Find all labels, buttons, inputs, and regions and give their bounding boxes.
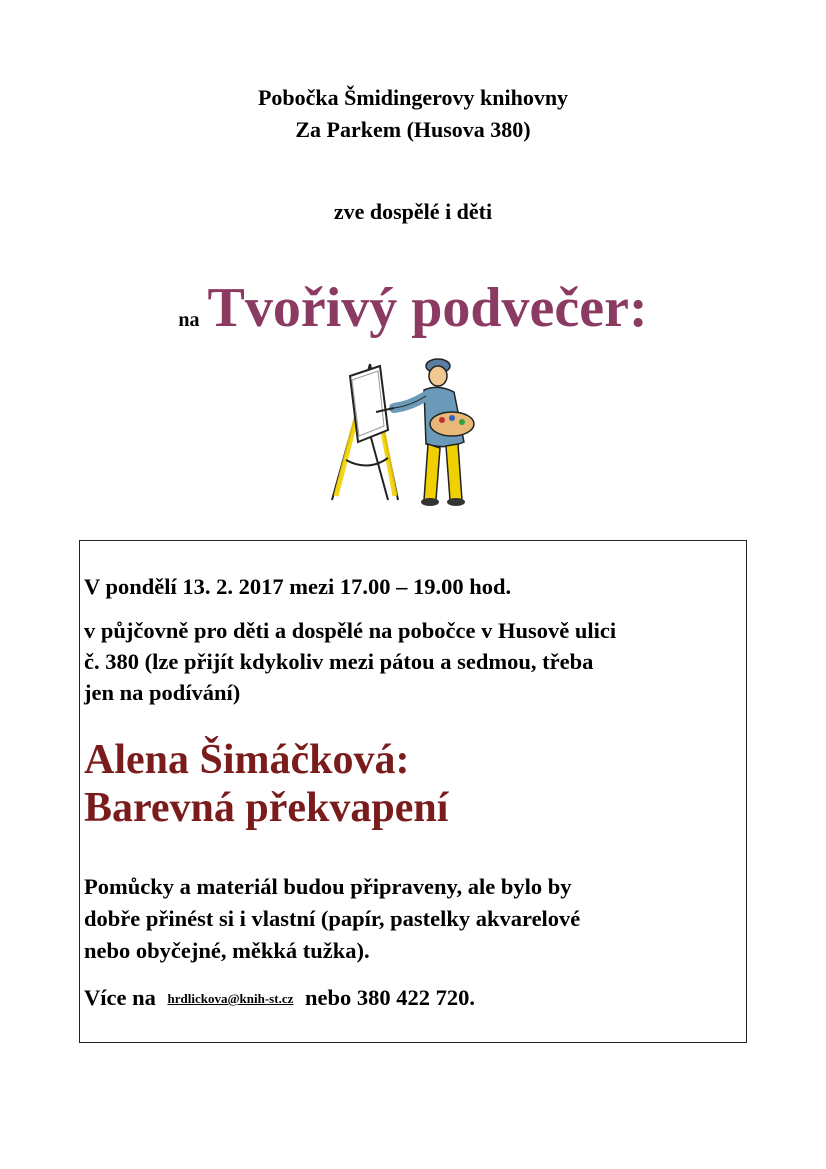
event-date-time: V pondělí 13. 2. 2017 mezi 17.00 – 19.00 hod.: [84, 574, 512, 599]
event-location-line-3: jen na podívání): [84, 680, 241, 705]
invitation-text: zve dospělé i děti: [333, 199, 493, 224]
painter-at-easel-icon: [328, 350, 488, 510]
event-location-line-2: č. 380 (lze přijít kdykoliv mezi pátou a sedmou, třeba: [84, 649, 594, 674]
materials-line-2: dobře přinést si i vlastní (papír, pastelky akvarelové: [84, 906, 581, 931]
author-name: Alena Šimáčková:: [84, 737, 410, 783]
library-address: Za Parkem (Husova 380): [295, 117, 531, 142]
library-name: Pobočka Šmidingerovy knihovny: [257, 85, 569, 110]
event-title: [0, 276, 826, 340]
materials-line-1: Pomůcky a materiál budou připraveny, ale bylo by: [84, 874, 572, 899]
contact-line: [84, 983, 475, 1014]
email-link[interactable]: hrdlickova@knih-st.cz: [167, 991, 294, 1006]
title-main: Tvořivý podvečer:: [207, 277, 648, 339]
title-prefix: na: [178, 309, 200, 331]
event-location-line-1: v půjčovně pro děti a dospělé na pobočce v Husově ulici: [84, 618, 617, 643]
event-details-box: [79, 540, 747, 1043]
contact-prefix: Více na: [84, 985, 156, 1010]
materials-line-3: nebo obyčejné, měkká tužka).: [84, 938, 370, 963]
contact-phone: nebo 380 422 720.: [304, 985, 475, 1010]
workshop-title: Barevná překvapení: [84, 785, 449, 831]
